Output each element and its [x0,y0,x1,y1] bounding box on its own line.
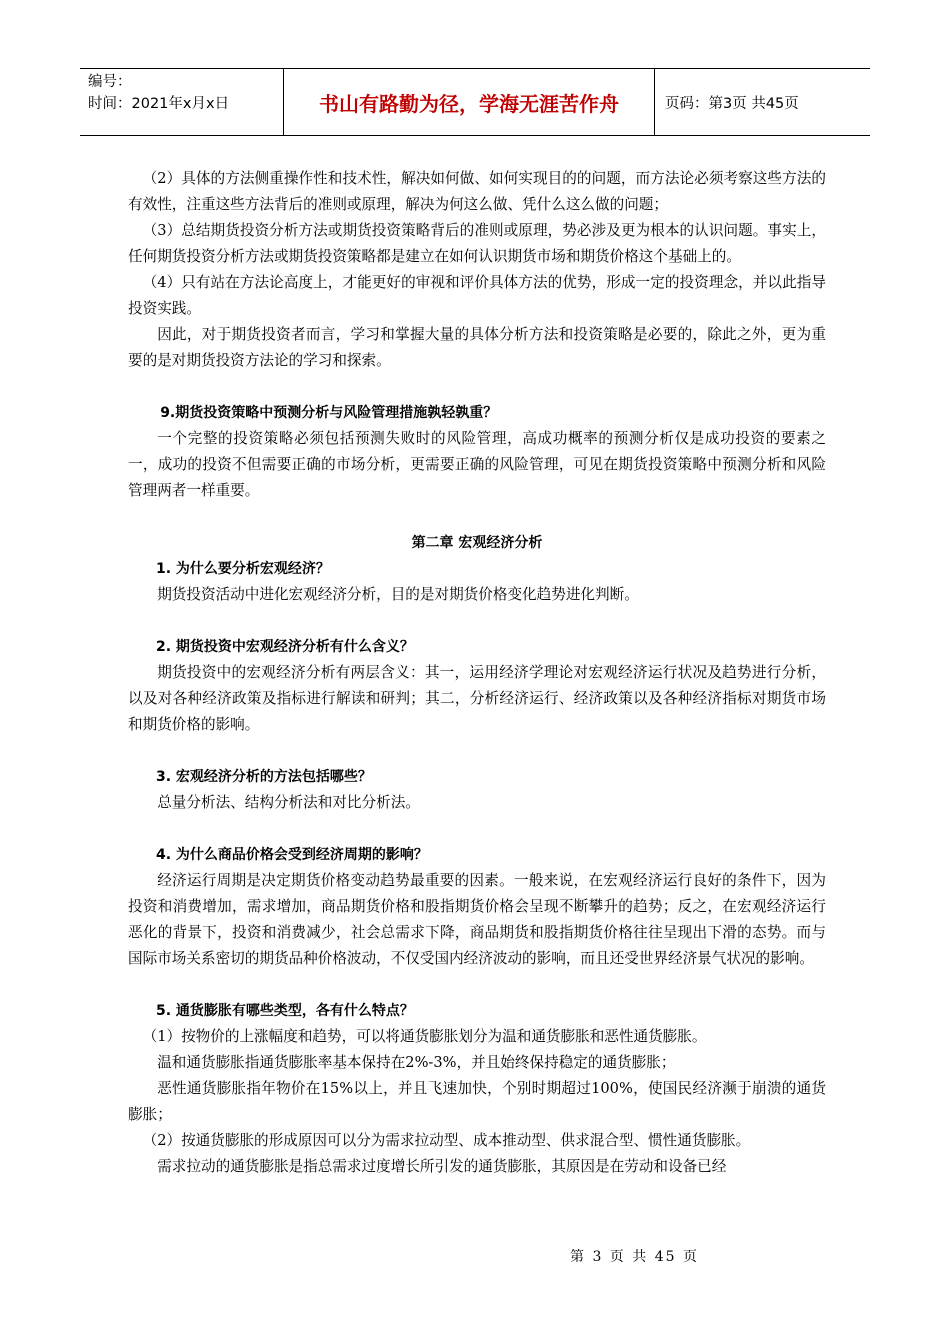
question-heading: 3. 宏观经济分析的方法包括哪些？ [156,769,372,785]
answer-paragraph: 经济运行周期是决定期货价格变动趋势最重要的因素。一般来说，在宏观经济运行良好的条件下，因为投资和消费增加，需求增加，商品期货价格和股指期货价格会呈现不断攀升的趋势；反之，在宏观经济运行恶化的背景下，投资和消费减少，社会总需求下降，商品期货和股指期货价格往往呈现出下滑的态势。而与国际市场关系密切的期货品种价格波动，不仅受国内经济波动的影响，而且还受世界经济景气状况的影响。 [128,872,826,967]
paragraph: （2）具体的方法侧重操作性和技术性，解决如何做、如何实现目的的问题，而方法论必须考察这些方法的有效性，注重这些方法背后的准则或原理，解决为何这么做、凭什么这么做的问题； [128,170,826,213]
answer-paragraph: 恶性通货膨胀指年物价在15%以上，并且飞速加快，个别时期超过100%，使国民经济濒于崩溃的通货膨胀； [128,1080,826,1123]
paragraph: 因此，对于期货投资者而言，学习和掌握大量的具体分析方法和投资策略是必要的，除此之外，更为重要的是对期货投资方法论的学习和探索。 [128,326,826,369]
answer-paragraph: （2）按通货膨胀的形成原因可以分为需求拉动型、成本推动型、供求混合型、惯性通货膨胀。 [142,1132,751,1149]
answer-paragraph: 总量分析法、结构分析法和对比分析法。 [157,794,420,811]
header-motto: 书山有路勤为径，学海无涯苦作舟 [283,69,655,135]
header-page-info: 页码：第3页 共45页 [665,95,799,112]
question-heading: 1. 为什么要分析宏观经济？ [156,561,330,577]
question-heading: 2. 期货投资中宏观经济分析有什么含义？ [156,639,414,655]
question-heading: 4. 为什么商品价格会受到经济周期的影响？ [156,847,428,863]
answer-paragraph: 温和通货膨胀指通货膨胀率基本保持在2%-3%，并且始终保持稳定的通货膨胀； [157,1054,676,1071]
page-header [80,68,870,136]
paragraph: （4）只有站在方法论高度上，才能更好的审视和评价具体方法的优势，形成一定的投资理念，并以此指导投资实践。 [128,274,826,317]
document-time-label: 时间：2021年x月x日 [88,96,230,112]
paragraph: （3）总结期货投资分析方法或期货投资策略背后的准则或原理，势必涉及更为根本的认识问题。事实上，任何期货投资分析方法或期货投资策略都是建立在如何认识期货市场和期货价格这个基础上的。 [128,222,826,265]
page-footer: 第 3 页 共 45 页 [570,1249,699,1265]
question-heading: 5. 通货膨胀有哪些类型，各有什么特点？ [156,1003,414,1019]
answer-paragraph: 一个完整的投资策略必须包括预测失败时的风险管理，高成功概率的预测分析仅是成功投资的要素之一，成功的投资不但需要正确的市场分析，更需要正确的风险管理，可见在期货投资策略中预测分析和风险管理两者一样重要。 [128,430,826,499]
answer-paragraph: 期货投资中的宏观经济分析有两层含义：其一，运用经济学理论对宏观经济运行状况及趋势进行分析，以及对各种经济政策及指标进行解读和研判；其二，分析经济运行、经济政策以及各种经济指标对期货市场和期货价格的影响。 [128,664,826,733]
document-body [128,166,826,1180]
answer-paragraph: 期货投资活动中进化宏观经济分析，目的是对期货价格变化趋势进化判断。 [157,586,639,603]
chapter-title: 第二章 宏观经济分析 [411,535,543,551]
document-number-label: 编号： [88,74,132,90]
header-meta [80,69,283,135]
answer-paragraph: （1）按物价的上涨幅度和趋势，可以将通货膨胀划分为温和通货膨胀和恶性通货膨胀。 [142,1028,707,1045]
question-heading: 9.期货投资策略中预测分析与风险管理措施孰轻孰重？ [160,405,498,421]
answer-paragraph: 需求拉动的通货膨胀是指总需求过度增长所引发的通货膨胀，其原因是在劳动和设备已经 [157,1158,727,1175]
